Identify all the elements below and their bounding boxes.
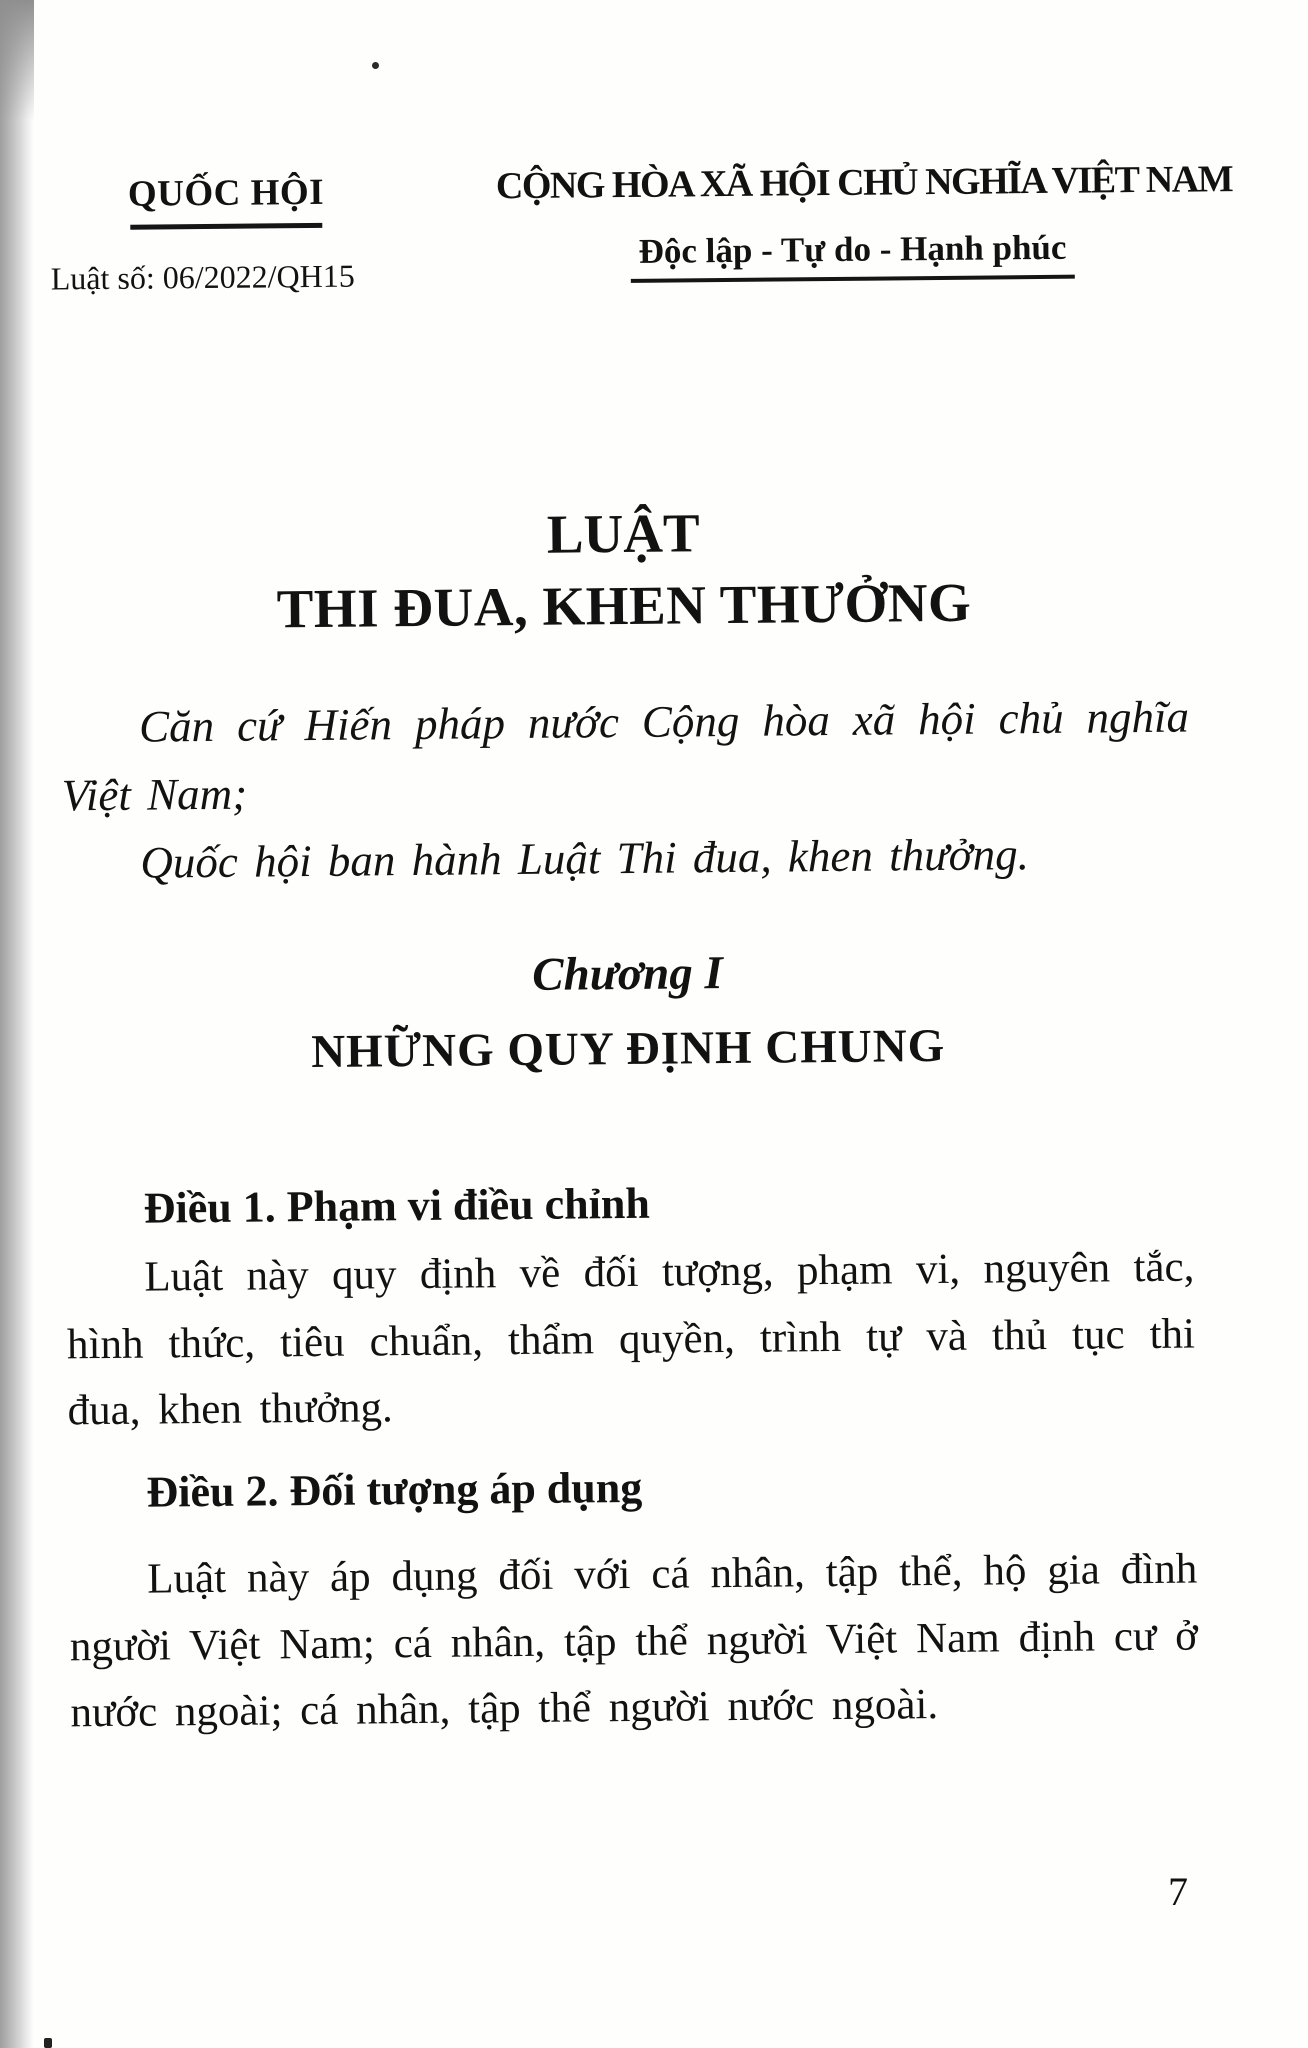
chapter-label: Chương I <box>531 947 724 1001</box>
issuer-underline <box>130 223 322 230</box>
header-issuer-block <box>50 170 403 297</box>
scan-gutter-shadow <box>0 0 34 2048</box>
page-content <box>50 0 1233 2048</box>
preamble <box>61 683 1191 898</box>
national-motto: Độc lập - Tự do - Hạnh phúc <box>630 228 1074 283</box>
national-title: CỘNG HÒA XÃ HỘI CHỦ NGHĨA VIỆT NAM <box>495 158 1233 208</box>
page-number: 7 <box>1168 1869 1188 1914</box>
preamble-paragraph-2: Quốc hội ban hành Luật Thi đua, khen thưởng. <box>140 829 1030 888</box>
article-1-heading: Điều 1. Phạm vi điều chỉnh <box>143 1178 651 1233</box>
document-title-line1: LUẬT <box>546 502 700 565</box>
document-title <box>59 493 1188 648</box>
article-1-body: Luật này quy định về đối tượng, phạm vi, nguyên tắc, hình thức, tiêu chuẩn, thẩm quyền, trình tự và thủ tục thi đua, khen thưởng. <box>66 1243 1196 1435</box>
chapter-title: NHỮNG QUY ĐỊNH CHUNG <box>310 1019 946 1079</box>
scan-speck-bottom <box>44 2038 52 2048</box>
preamble-paragraph-1: Căn cứ Hiến pháp nước Cộng hòa xã hội chủ nghĩa Việt Nam; <box>61 691 1190 821</box>
header-national-block <box>495 157 1233 284</box>
article-2-heading: Điều 2. Đối tượng áp dụng <box>146 1462 643 1517</box>
article-2-body: Luật này áp dụng đối với cá nhân, tập thể, hộ gia đình người Việt Nam; cá nhân, tập thể người Việt Nam định cư ở nước ngoài; cá nhân, tập thể người nước ngoài. <box>69 1545 1199 1737</box>
scan-gutter-shadow-top <box>0 0 34 120</box>
law-number: Luật số: 06/2022/QH15 <box>50 257 355 297</box>
document-title-line2: THI ĐUA, KHEN THƯỞNG <box>276 571 972 640</box>
chapter-heading <box>63 943 1192 1082</box>
issuer-name: QUỐC HỘI <box>127 171 325 215</box>
